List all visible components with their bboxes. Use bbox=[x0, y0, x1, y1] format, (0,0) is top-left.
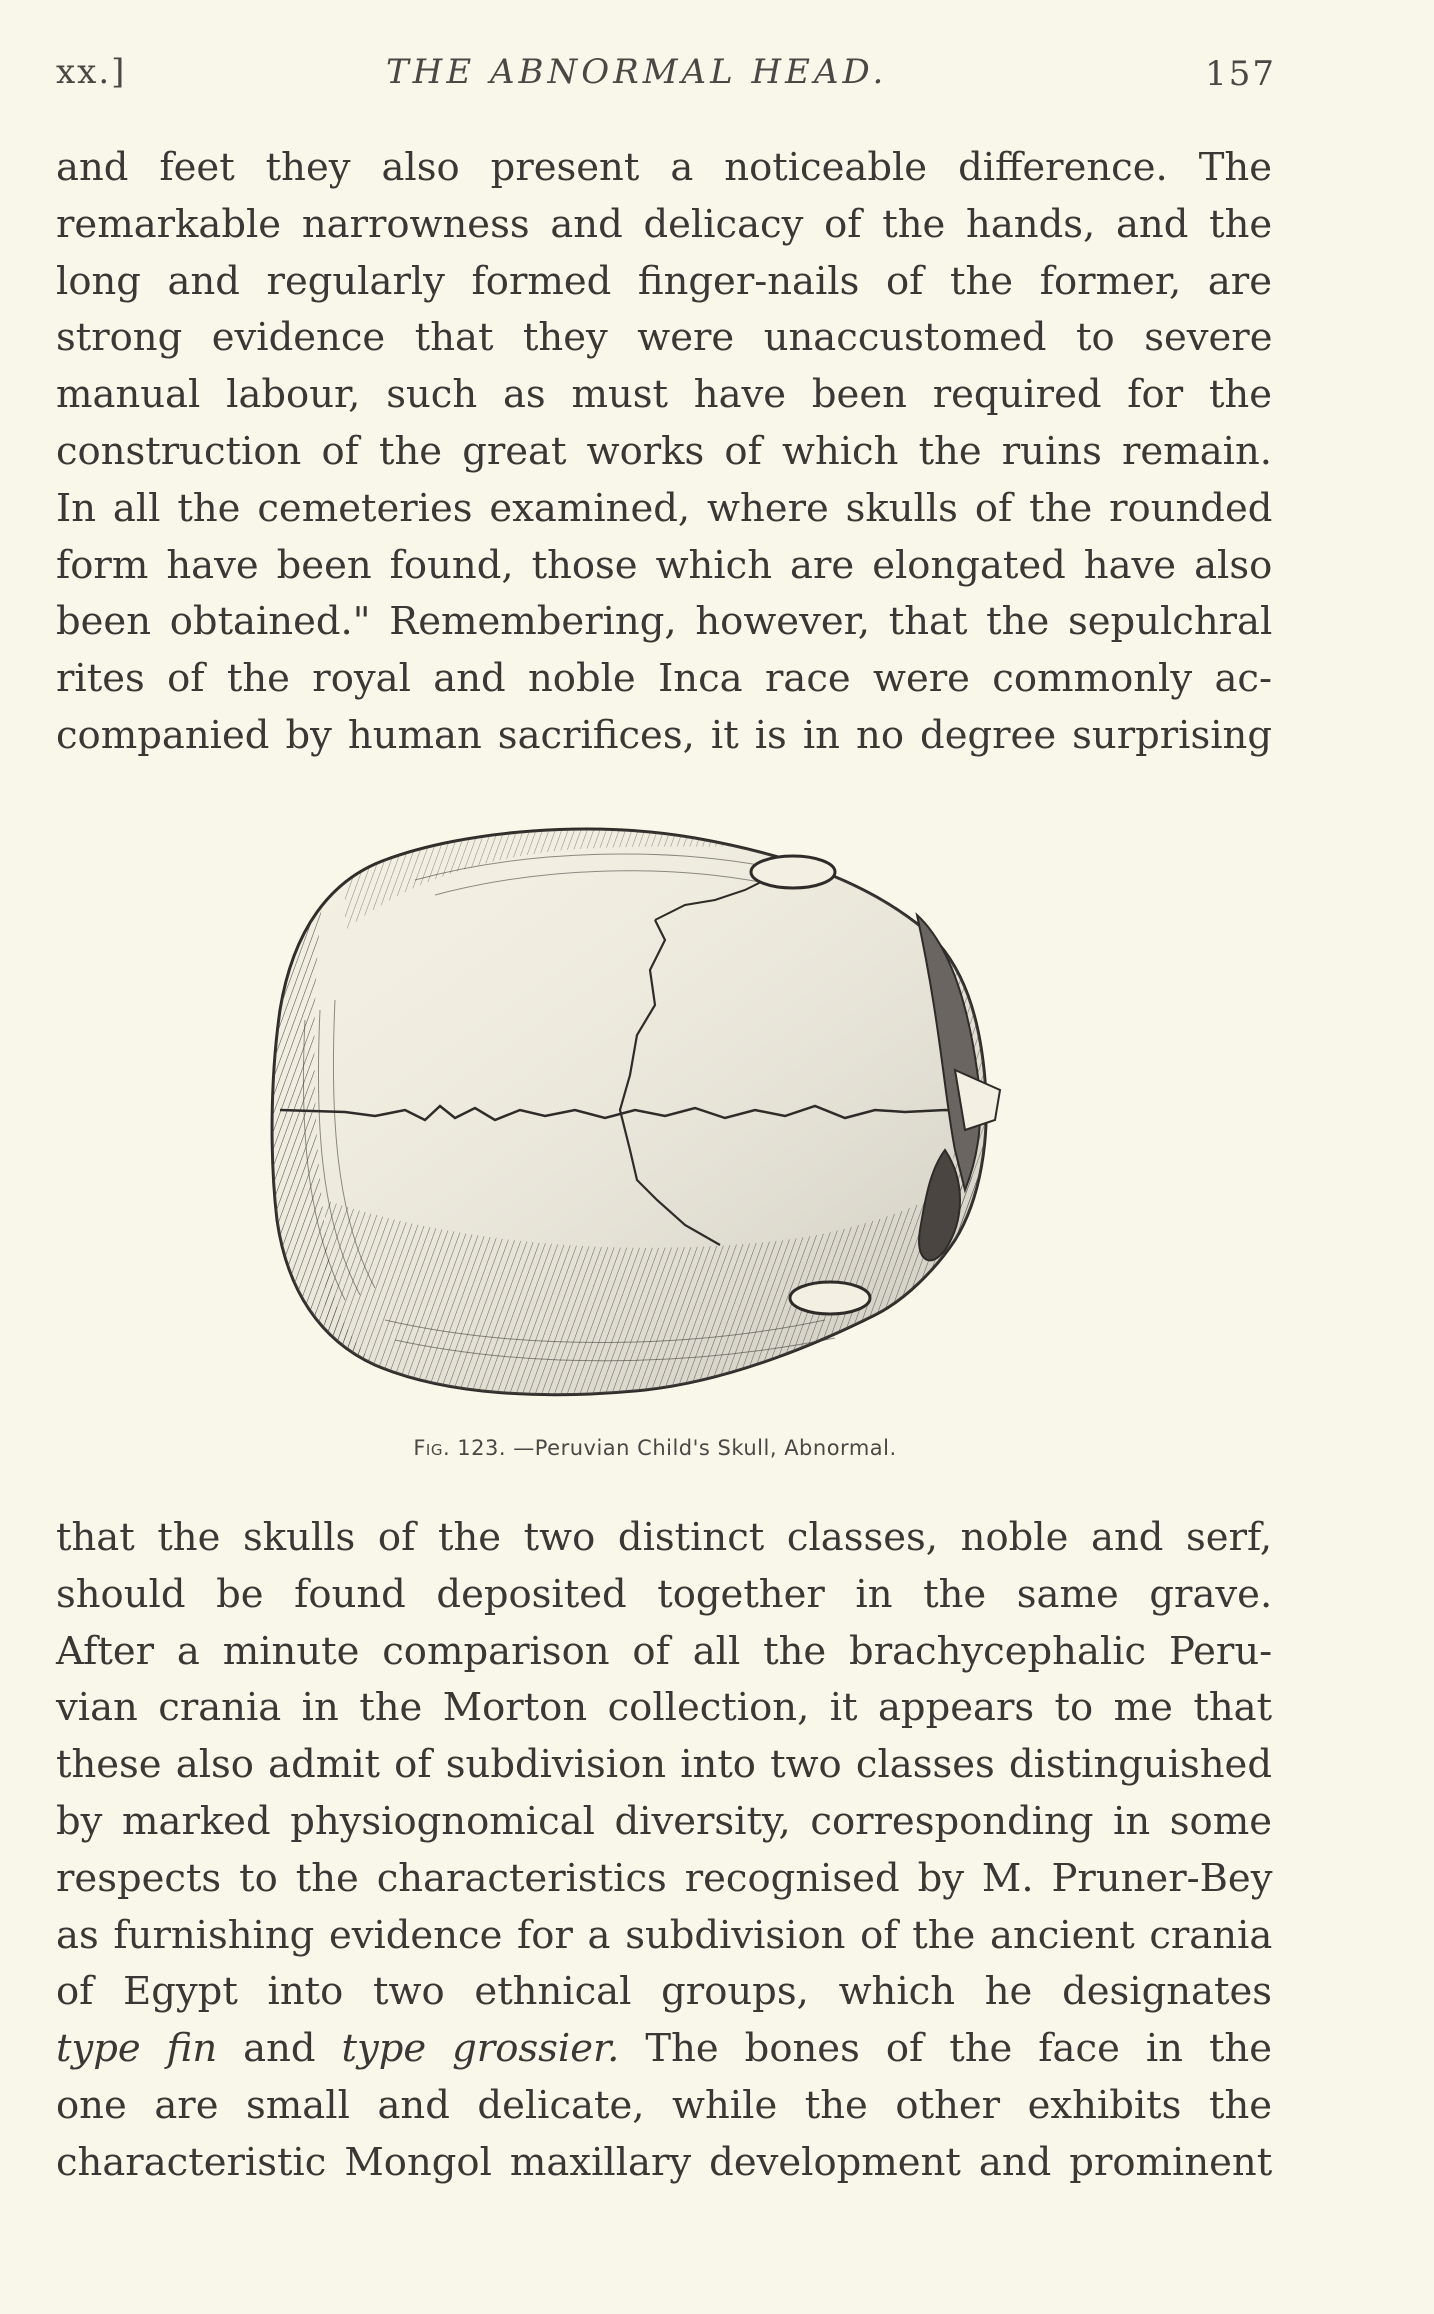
text-line: In all the cemeteries examined, where skulls of the rounded bbox=[56, 485, 1273, 531]
text-line: After a minute comparison of all the brachycephalic Peru- bbox=[56, 1628, 1273, 1674]
text-line: by marked physiognomical diversity, corresponding in some bbox=[56, 1798, 1272, 1844]
text-line: as furnishing evidence for a subdivision of the ancient crania bbox=[56, 1912, 1273, 1958]
running-head bbox=[56, 52, 1276, 102]
italic-term-2: type grossier. bbox=[341, 2026, 620, 2072]
text-line: construction of the great works of which the ruins remain. bbox=[56, 428, 1272, 474]
text-line: strong evidence that they were unaccustomed to severe bbox=[56, 315, 1273, 361]
figure-caption bbox=[0, 1436, 1310, 1460]
text-line: one are small and delicate, while the other exhibits the bbox=[56, 2082, 1273, 2128]
page-number: 157 bbox=[1205, 54, 1276, 94]
text-line: companied by human sacrifices, it is in no degree surprising bbox=[56, 712, 1272, 758]
skull-engraving bbox=[265, 820, 1085, 1400]
text-line: these also admit of subdivision into two classes distinguished bbox=[56, 1742, 1272, 1788]
text-line-italic bbox=[56, 2021, 1272, 2078]
text-line: that the skulls of the two distinct classes, noble and serf, bbox=[56, 1515, 1273, 1560]
figure-label: Fig. 123. bbox=[413, 1436, 507, 1460]
text-line: manual labour, such as must have been required for the bbox=[56, 372, 1272, 418]
chapter-marker: xx.] bbox=[56, 52, 127, 92]
text-line: form have been found, those which are elongated have also bbox=[56, 542, 1273, 588]
text-line: respects to the characteristics recognised by M. Pruner-Bey bbox=[56, 1855, 1273, 1901]
text-line: long and regularly formed finger-nails of the former, are bbox=[56, 258, 1272, 304]
text-line: been obtained." Remembering, however, that the sepulchral bbox=[56, 599, 1273, 645]
text-line: characteristic Mongol maxillary development and prominent bbox=[56, 2139, 1273, 2185]
figure-caption-text: —Peruvian Child's Skull, Abnormal. bbox=[513, 1436, 897, 1460]
paragraph-top bbox=[56, 140, 1272, 765]
paragraph-bottom bbox=[56, 1510, 1272, 2192]
text-fragment: The bones of the face in the bbox=[619, 2026, 1272, 2072]
text-line: remarkable narrowness and delicacy of the hands, and the bbox=[56, 201, 1273, 247]
text-fragment: and bbox=[217, 2026, 342, 2072]
text-line: should be found deposited together in the same grave. bbox=[56, 1571, 1273, 1617]
italic-term-1: type fin bbox=[56, 2026, 218, 2072]
text-line: vian crania in the Morton collection, it appears to me that bbox=[56, 1685, 1273, 1731]
text-line: and feet they also present a noticeable difference. The bbox=[56, 145, 1272, 190]
text-line: of Egypt into two ethnical groups, which he designates bbox=[56, 1969, 1272, 2015]
running-title: THE ABNORMAL HEAD. bbox=[386, 52, 888, 92]
text-line: rites of the royal and noble Inca race were commonly ac- bbox=[56, 656, 1272, 702]
